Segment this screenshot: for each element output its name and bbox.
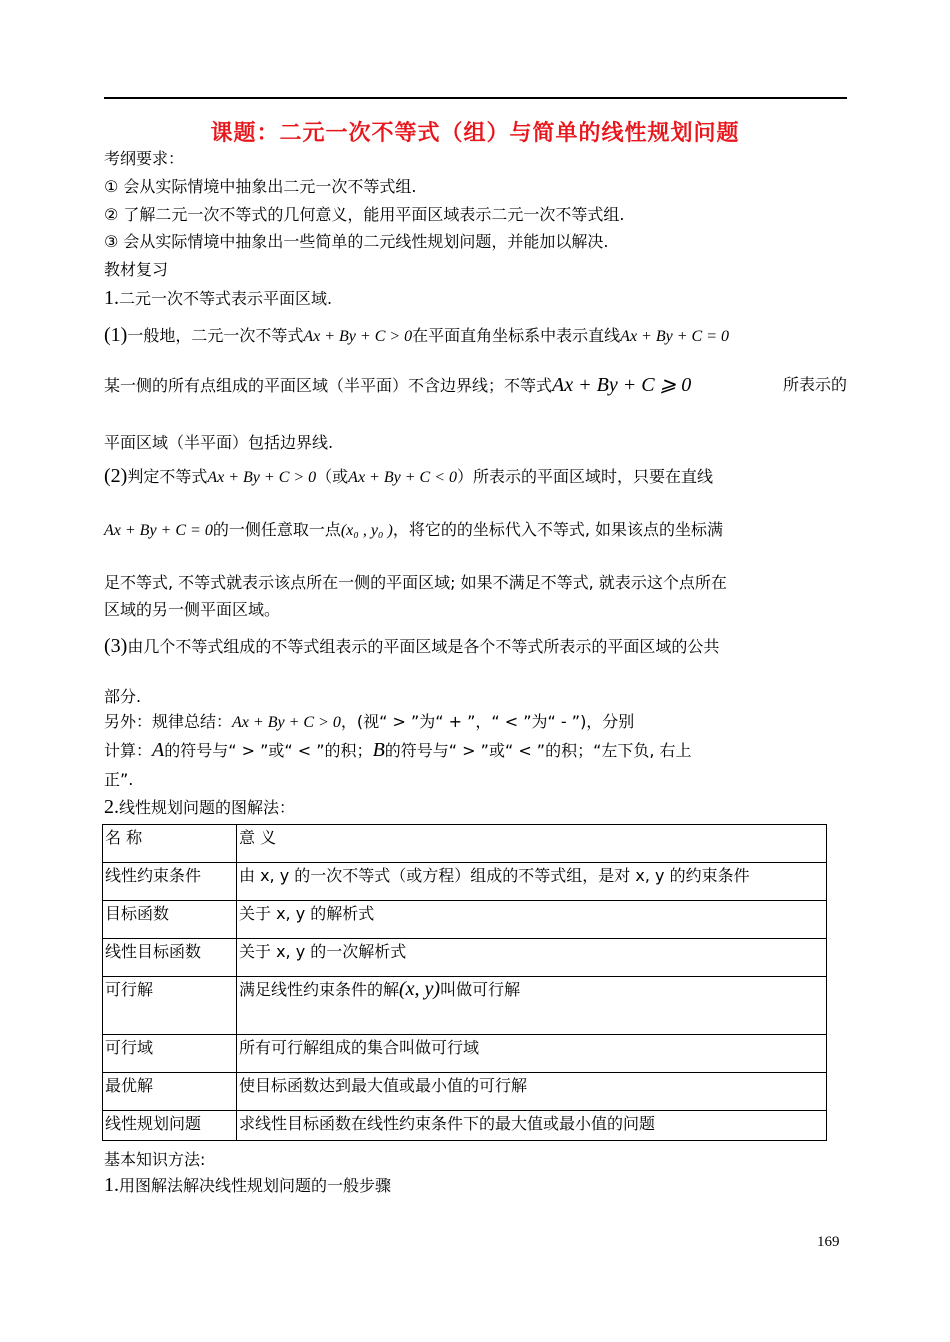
text: 的符号与“ > ”或“ < ”的积； <box>164 741 373 760</box>
text: （或 <box>316 467 349 486</box>
math-variable: B <box>372 739 385 761</box>
calc-line <box>104 740 692 761</box>
term-cell: 线性约束条件 <box>103 863 237 901</box>
requirement-item: ① 会从实际情境中抽象出二元一次不等式组. <box>104 177 417 196</box>
meaning-cell <box>237 977 827 1035</box>
term-cell: 可行解 <box>103 977 237 1035</box>
math-expression: Ax + By + C ⩾ 0 <box>552 374 692 396</box>
math-expression: Ax + By + C > 0 <box>207 469 317 486</box>
text: ）所表示的平面区域时，只要在直线 <box>456 467 713 486</box>
text: 某一侧的所有点组成的平面区域（半平面）不含边界线；不等式 <box>104 376 553 395</box>
table-row <box>103 1035 827 1073</box>
text: 叫做可行解 <box>440 980 521 999</box>
math-expression: (x₀ , y₀ ) <box>340 522 393 539</box>
text: 计算： <box>104 741 153 760</box>
table-row <box>103 977 827 1035</box>
section-number: 1. <box>104 1174 119 1196</box>
text: 所表示的 <box>782 375 847 394</box>
requirement-item: ② 了解二元一次不等式的几何意义，能用平面区域表示二元一次不等式组. <box>104 205 625 224</box>
item-number: (1) <box>104 324 128 346</box>
paragraph-1-line-1 <box>104 325 847 347</box>
section-title: 线性规划问题的图解法： <box>119 798 296 817</box>
table-row <box>103 1073 827 1111</box>
item-number: (2) <box>104 465 128 487</box>
math-expression: (x, y) <box>399 978 441 1000</box>
math-variable: A <box>152 739 165 761</box>
rule-summary <box>104 712 634 733</box>
section-title: 用图解法解决线性规划问题的一般步骤 <box>119 1176 392 1195</box>
meaning-cell: 由 x, y 的一次不等式（或方程）组成的不等式组，是对 x, y 的约束条件 <box>237 863 827 901</box>
meaning-cell: 求线性目标函数在线性约束条件下的最大值或最小值的问题 <box>237 1111 827 1141</box>
page-number: 169 <box>817 1234 840 1250</box>
math-expression: Ax + By + C = 0 <box>620 328 729 345</box>
text: 的一侧任意取一点 <box>212 520 341 539</box>
table-row <box>103 1111 827 1141</box>
math-expression: Ax + By + C = 0 <box>104 522 213 539</box>
term-cell: 最优解 <box>103 1073 237 1111</box>
basics-section-1 <box>104 1175 391 1196</box>
basics-heading: 基本知识方法: <box>104 1150 206 1169</box>
review-heading: 教材复习 <box>104 260 169 279</box>
text: 的符号与“ > ”或“ < ”的积；“左下负, 右上 <box>384 741 692 760</box>
section-title: 二元一次不等式表示平面区域. <box>119 289 333 308</box>
section-number: 2. <box>104 796 119 818</box>
requirement-item: ③ 会从实际情境中抽象出一些简单的二元线性规划问题，并能加以解决. <box>104 232 609 251</box>
table-header-cell: 名 称 <box>103 825 237 863</box>
meaning-cell: 关于 x, y 的解析式 <box>237 901 827 939</box>
text: 判定不等式 <box>127 467 208 486</box>
item-number: (3) <box>104 635 128 657</box>
term-cell: 目标函数 <box>103 901 237 939</box>
term-cell: 可行域 <box>103 1035 237 1073</box>
paragraph-2-line-2 <box>104 520 847 541</box>
meaning-cell: 关于 x, y 的一次解析式 <box>237 939 827 977</box>
math-expression: Ax + By + C > 0 <box>232 714 341 731</box>
text: 满足线性约束条件的解 <box>239 980 400 999</box>
page-title: 课题：二元一次不等式（组）与简单的线性规划问题 <box>210 121 740 146</box>
paragraph-1-line-3: 平面区域（半平面）包括边界线. <box>104 433 334 452</box>
text: 另外：规律总结： <box>104 712 233 731</box>
section-number: 1. <box>104 287 119 309</box>
section-2-heading <box>104 797 295 818</box>
math-expression: Ax + By + C > 0 <box>303 328 413 345</box>
table-header-cell: 意 义 <box>237 825 827 863</box>
requirements-heading: 考纲要求： <box>104 149 185 168</box>
text: 在平面直角坐标系中表示直线 <box>412 326 621 345</box>
paragraph-2-line-4: 区域的另一侧平面区域。 <box>104 600 281 619</box>
header-rule <box>104 97 847 99</box>
paragraph-2-line-3: 足不等式, 不等式就表示该点所在一侧的平面区域; 如果不满足不等式, 就表示这个点所在 <box>104 573 727 592</box>
table-row <box>103 939 827 977</box>
text: ，将它的的坐标代入不等式, 如果该点的坐标满 <box>392 520 723 539</box>
definitions-table <box>102 824 827 1141</box>
text: 一般地，二元一次不等式 <box>127 326 304 345</box>
meaning-cell: 所有可行解组成的集合叫做可行域 <box>237 1035 827 1073</box>
table-row <box>103 863 827 901</box>
paragraph-3-line-2: 部分. <box>104 687 142 706</box>
calc-line-end: 正”. <box>104 770 134 789</box>
text: ，(视“ > ”为“ + ”，“ < ”为“ - ”)，分别 <box>340 712 635 731</box>
math-expression: Ax + By + C < 0 <box>348 469 457 486</box>
section-1-heading <box>104 288 332 309</box>
term-cell: 线性规划问题 <box>103 1111 237 1141</box>
table-header-row <box>103 825 827 863</box>
paragraph-3-line-1 <box>104 636 719 657</box>
text: 由几个不等式组成的不等式组表示的平面区域是各个不等式所表示的平面区域的公共 <box>127 637 720 656</box>
paragraph-1-line-2 <box>104 375 847 396</box>
table-row <box>103 901 827 939</box>
paragraph-2-line-1 <box>104 466 847 488</box>
meaning-cell: 使目标函数达到最大值或最小值的可行解 <box>237 1073 827 1111</box>
term-cell: 线性目标函数 <box>103 939 237 977</box>
